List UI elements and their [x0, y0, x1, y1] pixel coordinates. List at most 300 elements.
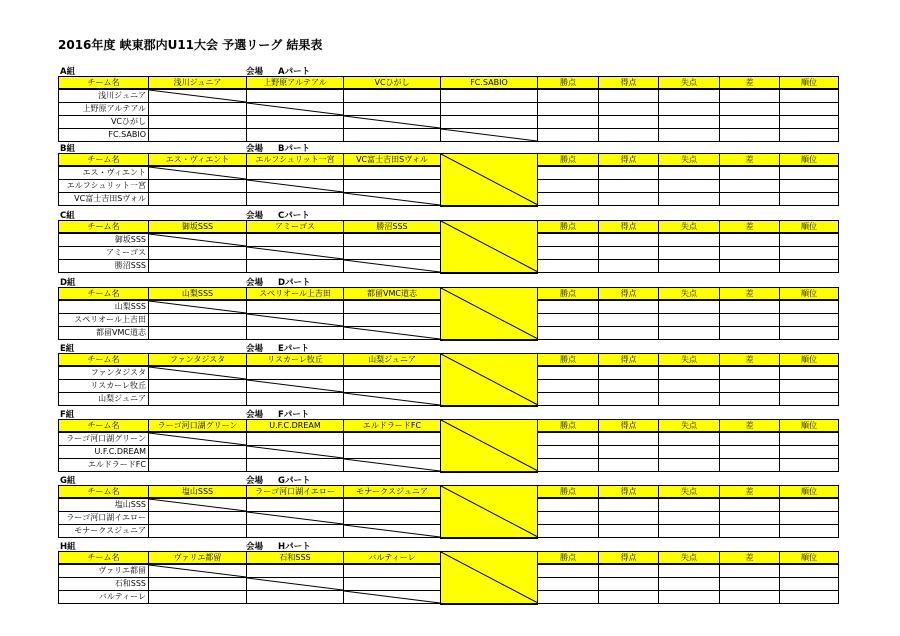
match-result-cell[interactable]: [149, 380, 247, 393]
team-name-cell: VCひがし: [59, 116, 149, 129]
match-result-cell[interactable]: [149, 327, 247, 340]
stat-cell[interactable]: [538, 525, 599, 538]
stat-cell[interactable]: [599, 233, 659, 247]
match-result-cell[interactable]: [149, 116, 247, 129]
stat-cell[interactable]: [599, 512, 659, 525]
stat-cell[interactable]: [538, 166, 599, 180]
stat-header: 順位: [780, 486, 839, 499]
match-result-cell[interactable]: [344, 89, 441, 103]
part-label: Hパート: [278, 542, 311, 552]
group-label: A組: [60, 67, 76, 77]
stat-cell[interactable]: [659, 380, 720, 393]
match-result-cell[interactable]: [149, 129, 247, 142]
stat-cell[interactable]: [659, 103, 720, 116]
stat-cell[interactable]: [720, 116, 780, 129]
stat-cell[interactable]: [780, 327, 839, 340]
stat-cell[interactable]: [659, 432, 720, 446]
group-header: [58, 540, 838, 551]
stat-cell[interactable]: [780, 233, 839, 247]
stat-header: 得点: [599, 77, 659, 90]
venue-label: 会場: [246, 344, 264, 354]
stat-cell[interactable]: [599, 498, 659, 512]
match-result-cell[interactable]: [149, 247, 247, 260]
match-result-cell[interactable]: [344, 432, 441, 446]
stat-cell[interactable]: [599, 166, 659, 180]
venue-label: 会場: [246, 67, 264, 77]
header-row: [59, 221, 839, 234]
team-name-header: チーム名: [59, 486, 149, 499]
stat-cell[interactable]: [659, 512, 720, 525]
stat-cell[interactable]: [720, 260, 780, 273]
team-name-cell: バルティーレ: [59, 591, 149, 604]
match-result-cell[interactable]: [441, 89, 538, 103]
stat-cell[interactable]: [720, 512, 780, 525]
self-diagonal: [247, 314, 343, 326]
self-match-cell: [344, 393, 441, 406]
stat-header: 勝点: [538, 486, 599, 499]
match-result-cell[interactable]: [149, 103, 247, 116]
match-result-cell[interactable]: [247, 89, 344, 103]
stat-cell[interactable]: [599, 300, 659, 314]
stat-cell[interactable]: [780, 512, 839, 525]
self-match-cell: [441, 129, 538, 142]
match-result-cell[interactable]: [247, 116, 344, 129]
stat-header: 失点: [659, 420, 720, 433]
stat-cell[interactable]: [659, 180, 720, 193]
stat-cell[interactable]: [538, 432, 599, 446]
match-result-cell[interactable]: [149, 525, 247, 538]
stat-header: 順位: [780, 552, 839, 565]
self-match-cell: [344, 327, 441, 340]
stat-cell[interactable]: [538, 260, 599, 273]
stat-cell[interactable]: [538, 180, 599, 193]
match-result-cell[interactable]: [247, 193, 344, 206]
part-label: Cパート: [278, 211, 310, 221]
stat-cell[interactable]: [720, 380, 780, 393]
stat-cell[interactable]: [720, 393, 780, 406]
stat-cell[interactable]: [720, 247, 780, 260]
part-label: Bパート: [278, 144, 310, 154]
self-diagonal: [344, 260, 440, 272]
stat-cell[interactable]: [659, 314, 720, 327]
group-block: [58, 408, 838, 473]
stat-cell[interactable]: [599, 591, 659, 604]
stat-header: 失点: [659, 77, 720, 90]
venue-label: 会場: [246, 476, 264, 486]
stat-cell[interactable]: [780, 459, 839, 472]
self-diagonal: [344, 327, 440, 339]
stat-cell[interactable]: [659, 459, 720, 472]
match-result-cell[interactable]: [247, 525, 344, 538]
stat-cell[interactable]: [780, 129, 839, 142]
stat-cell[interactable]: [659, 129, 720, 142]
team-name-cell: エス・ヴィエント: [59, 166, 149, 180]
stat-cell[interactable]: [659, 327, 720, 340]
match-result-cell[interactable]: [344, 380, 441, 393]
stat-header: 得点: [599, 288, 659, 301]
match-result-cell[interactable]: [247, 300, 344, 314]
stat-cell[interactable]: [659, 193, 720, 206]
stat-cell[interactable]: [720, 498, 780, 512]
header-row: [59, 288, 839, 301]
stat-cell[interactable]: [538, 498, 599, 512]
stat-cell[interactable]: [780, 564, 839, 578]
match-result-cell[interactable]: [149, 260, 247, 273]
header-row: [59, 154, 839, 167]
team-name-cell: ファンタジスタ: [59, 366, 149, 380]
stat-cell[interactable]: [780, 166, 839, 180]
stat-cell[interactable]: [599, 393, 659, 406]
stat-header: 勝点: [538, 77, 599, 90]
stat-cell[interactable]: [780, 180, 839, 193]
stat-cell[interactable]: [538, 300, 599, 314]
opponent-header: 山梨ジュニア: [344, 354, 441, 367]
stat-cell[interactable]: [599, 260, 659, 273]
stat-cell[interactable]: [538, 512, 599, 525]
stat-cell[interactable]: [780, 116, 839, 129]
stat-cell[interactable]: [599, 578, 659, 591]
match-result-cell[interactable]: [247, 459, 344, 472]
self-diagonal: [441, 129, 537, 141]
stat-cell[interactable]: [538, 233, 599, 247]
stat-cell[interactable]: [599, 366, 659, 380]
self-diagonal: [344, 591, 440, 603]
match-result-cell[interactable]: [247, 498, 344, 512]
stat-cell[interactable]: [538, 314, 599, 327]
match-result-cell[interactable]: [149, 314, 247, 327]
stat-cell[interactable]: [659, 166, 720, 180]
match-result-cell[interactable]: [247, 564, 344, 578]
stat-cell[interactable]: [659, 525, 720, 538]
stat-header: 差: [720, 486, 780, 499]
stat-header: 勝点: [538, 288, 599, 301]
stat-cell[interactable]: [538, 89, 599, 103]
stat-cell[interactable]: [720, 129, 780, 142]
match-result-cell[interactable]: [149, 193, 247, 206]
stat-cell[interactable]: [720, 103, 780, 116]
match-result-cell[interactable]: [247, 166, 344, 180]
stat-header: 得点: [599, 552, 659, 565]
group-header: [58, 408, 838, 419]
blank-column-block: [441, 288, 538, 340]
self-diagonal: [149, 499, 246, 511]
self-match-cell: [247, 512, 344, 525]
match-result-cell[interactable]: [149, 446, 247, 459]
team-name-cell: U.F.C.DREAM: [59, 446, 149, 459]
match-result-cell[interactable]: [344, 314, 441, 327]
stat-cell[interactable]: [599, 380, 659, 393]
blank-diagonal: [441, 288, 537, 339]
stat-header: 差: [720, 354, 780, 367]
stat-cell[interactable]: [780, 314, 839, 327]
stat-header: 差: [720, 288, 780, 301]
match-result-cell[interactable]: [344, 247, 441, 260]
stat-cell[interactable]: [599, 459, 659, 472]
stat-cell[interactable]: [720, 300, 780, 314]
match-result-cell[interactable]: [441, 103, 538, 116]
team-name-cell: 塩山SSS: [59, 498, 149, 512]
opponent-header: FC.SABIO: [441, 77, 538, 90]
blank-column-block: [441, 552, 538, 604]
stat-cell[interactable]: [538, 103, 599, 116]
stat-cell[interactable]: [599, 314, 659, 327]
header-row: [59, 552, 839, 565]
results-table: [58, 419, 839, 473]
stat-cell[interactable]: [720, 314, 780, 327]
stat-cell[interactable]: [659, 446, 720, 459]
match-result-cell[interactable]: [149, 578, 247, 591]
stat-cell[interactable]: [538, 591, 599, 604]
self-diagonal: [247, 578, 343, 590]
stat-cell[interactable]: [599, 103, 659, 116]
self-match-cell: [149, 233, 247, 247]
stat-cell[interactable]: [780, 578, 839, 591]
stat-cell[interactable]: [659, 591, 720, 604]
blank-column-block: [441, 154, 538, 206]
match-result-cell[interactable]: [344, 300, 441, 314]
stat-cell[interactable]: [599, 327, 659, 340]
match-result-cell[interactable]: [344, 103, 441, 116]
group-label: H組: [60, 542, 76, 552]
stat-cell[interactable]: [659, 260, 720, 273]
team-row: [59, 116, 839, 129]
self-match-cell: [344, 116, 441, 129]
self-diagonal: [149, 234, 246, 246]
stat-cell[interactable]: [720, 327, 780, 340]
self-match-cell: [149, 366, 247, 380]
self-match-cell: [344, 591, 441, 604]
blank-diagonal: [441, 486, 537, 537]
match-result-cell[interactable]: [247, 260, 344, 273]
match-result-cell[interactable]: [247, 591, 344, 604]
stat-header: 失点: [659, 354, 720, 367]
stat-cell[interactable]: [780, 89, 839, 103]
match-result-cell[interactable]: [149, 393, 247, 406]
stat-cell[interactable]: [538, 366, 599, 380]
stat-cell[interactable]: [599, 129, 659, 142]
opponent-header: ラーゴ河口湖グリーン: [149, 420, 247, 433]
stat-cell[interactable]: [720, 578, 780, 591]
team-name-cell: FC.SABIO: [59, 129, 149, 142]
opponent-header: ヴァリエ都留: [149, 552, 247, 565]
opponent-header: リスカーレ牧丘: [247, 354, 344, 367]
stat-cell[interactable]: [538, 193, 599, 206]
stat-cell[interactable]: [599, 247, 659, 260]
self-diagonal: [247, 247, 343, 259]
group-label: B組: [60, 144, 75, 154]
opponent-header: 山梨SSS: [149, 288, 247, 301]
stat-cell[interactable]: [780, 498, 839, 512]
opponent-header: 御坂SSS: [149, 221, 247, 234]
stat-cell[interactable]: [780, 103, 839, 116]
stat-cell[interactable]: [780, 380, 839, 393]
match-result-cell[interactable]: [344, 180, 441, 193]
opponent-header: ファンタジスタ: [149, 354, 247, 367]
stat-header: 得点: [599, 154, 659, 167]
team-name-cell: 浅川ジュニア: [59, 89, 149, 103]
opponent-header: エルドラードFC: [344, 420, 441, 433]
stat-cell[interactable]: [780, 193, 839, 206]
group-block: [58, 474, 838, 539]
group-label: G組: [60, 476, 76, 486]
stat-cell[interactable]: [599, 564, 659, 578]
match-result-cell[interactable]: [149, 591, 247, 604]
self-diagonal: [344, 459, 440, 471]
stat-cell[interactable]: [720, 446, 780, 459]
self-match-cell: [149, 564, 247, 578]
team-name-header: チーム名: [59, 77, 149, 90]
stat-cell[interactable]: [538, 129, 599, 142]
self-diagonal: [149, 301, 246, 313]
team-name-cell: モナークスジュニア: [59, 525, 149, 538]
stat-cell[interactable]: [720, 459, 780, 472]
stat-cell[interactable]: [599, 116, 659, 129]
team-name-cell: ラーゴ河口湖イエロー: [59, 512, 149, 525]
match-result-cell[interactable]: [247, 432, 344, 446]
stat-header: 得点: [599, 221, 659, 234]
self-match-cell: [149, 89, 247, 103]
opponent-header: モナークスジュニア: [344, 486, 441, 499]
match-result-cell[interactable]: [344, 366, 441, 380]
stat-cell[interactable]: [720, 180, 780, 193]
match-result-cell[interactable]: [247, 129, 344, 142]
stat-header: 順位: [780, 221, 839, 234]
match-result-cell[interactable]: [344, 564, 441, 578]
stat-cell[interactable]: [720, 233, 780, 247]
stat-cell[interactable]: [538, 116, 599, 129]
stat-header: 得点: [599, 486, 659, 499]
blank-diagonal: [441, 221, 537, 272]
stat-cell[interactable]: [599, 89, 659, 103]
self-diagonal: [247, 446, 343, 458]
self-diagonal: [247, 512, 343, 524]
stat-header: 勝点: [538, 154, 599, 167]
stat-cell[interactable]: [780, 432, 839, 446]
match-result-cell[interactable]: [247, 233, 344, 247]
stat-cell[interactable]: [720, 525, 780, 538]
opponent-header: ラーゴ河口湖イエロー: [247, 486, 344, 499]
stat-cell[interactable]: [659, 564, 720, 578]
opponent-header: エス・ヴィエント: [149, 154, 247, 167]
results-table: [58, 153, 839, 207]
stat-header: 順位: [780, 420, 839, 433]
page-title: 2016年度 峡東郡内U11大会 予選リーグ 結果表: [58, 38, 323, 52]
team-row: [59, 103, 839, 116]
stat-cell[interactable]: [720, 166, 780, 180]
opponent-header: VCひがし: [344, 77, 441, 90]
match-result-cell[interactable]: [247, 366, 344, 380]
stat-cell[interactable]: [720, 366, 780, 380]
match-result-cell[interactable]: [344, 129, 441, 142]
stat-cell[interactable]: [538, 393, 599, 406]
stat-cell[interactable]: [599, 432, 659, 446]
stat-cell[interactable]: [780, 366, 839, 380]
match-result-cell[interactable]: [441, 116, 538, 129]
team-row: [59, 89, 839, 103]
match-result-cell[interactable]: [149, 180, 247, 193]
match-result-cell[interactable]: [149, 459, 247, 472]
match-result-cell[interactable]: [247, 327, 344, 340]
opponent-header: VC富士吉田Sヴォル: [344, 154, 441, 167]
results-table: [58, 353, 839, 407]
stat-cell[interactable]: [720, 432, 780, 446]
opponent-header: U.F.C.DREAM: [247, 420, 344, 433]
team-name-cell: リスカーレ牧丘: [59, 380, 149, 393]
stat-cell[interactable]: [780, 446, 839, 459]
stat-cell[interactable]: [538, 564, 599, 578]
group-header: [58, 209, 838, 220]
group-header: [58, 474, 838, 485]
group-block: [58, 276, 838, 341]
stat-cell[interactable]: [720, 193, 780, 206]
match-result-cell[interactable]: [344, 578, 441, 591]
stat-cell[interactable]: [659, 498, 720, 512]
stat-cell[interactable]: [659, 393, 720, 406]
match-result-cell[interactable]: [344, 498, 441, 512]
match-result-cell[interactable]: [344, 166, 441, 180]
group-block: [58, 142, 838, 207]
stat-cell[interactable]: [538, 247, 599, 260]
stat-cell[interactable]: [780, 591, 839, 604]
self-match-cell: [344, 193, 441, 206]
stat-cell[interactable]: [659, 233, 720, 247]
opponent-header: 浅川ジュニア: [149, 77, 247, 90]
group-header: [58, 65, 838, 76]
stat-cell[interactable]: [599, 525, 659, 538]
self-match-cell: [247, 380, 344, 393]
stat-cell[interactable]: [780, 260, 839, 273]
stat-cell[interactable]: [538, 380, 599, 393]
stat-cell[interactable]: [659, 366, 720, 380]
self-match-cell: [247, 180, 344, 193]
blank-column-block: [441, 420, 538, 472]
opponent-header: 都留VMC道志: [344, 288, 441, 301]
self-match-cell: [247, 103, 344, 116]
stat-cell[interactable]: [599, 180, 659, 193]
stat-cell[interactable]: [780, 247, 839, 260]
opponent-header: 勝沼SSS: [344, 221, 441, 234]
stat-cell[interactable]: [659, 247, 720, 260]
stat-cell[interactable]: [659, 116, 720, 129]
stat-cell[interactable]: [780, 525, 839, 538]
stat-cell[interactable]: [659, 578, 720, 591]
group-block: [58, 65, 838, 142]
stat-cell[interactable]: [720, 564, 780, 578]
match-result-cell[interactable]: [149, 512, 247, 525]
stat-cell[interactable]: [780, 393, 839, 406]
stat-header: 順位: [780, 288, 839, 301]
stat-cell[interactable]: [538, 327, 599, 340]
self-match-cell: [247, 578, 344, 591]
stat-cell[interactable]: [599, 193, 659, 206]
stat-cell[interactable]: [659, 300, 720, 314]
stat-cell[interactable]: [538, 446, 599, 459]
team-name-header: チーム名: [59, 221, 149, 234]
stat-header: 得点: [599, 420, 659, 433]
stat-cell[interactable]: [599, 446, 659, 459]
stat-header: 勝点: [538, 354, 599, 367]
stat-cell[interactable]: [538, 578, 599, 591]
stat-cell[interactable]: [720, 89, 780, 103]
match-result-cell[interactable]: [344, 446, 441, 459]
match-result-cell[interactable]: [344, 233, 441, 247]
stat-cell[interactable]: [780, 300, 839, 314]
stat-cell[interactable]: [538, 459, 599, 472]
match-result-cell[interactable]: [344, 512, 441, 525]
match-result-cell[interactable]: [247, 393, 344, 406]
stat-cell[interactable]: [659, 89, 720, 103]
stat-cell[interactable]: [720, 591, 780, 604]
